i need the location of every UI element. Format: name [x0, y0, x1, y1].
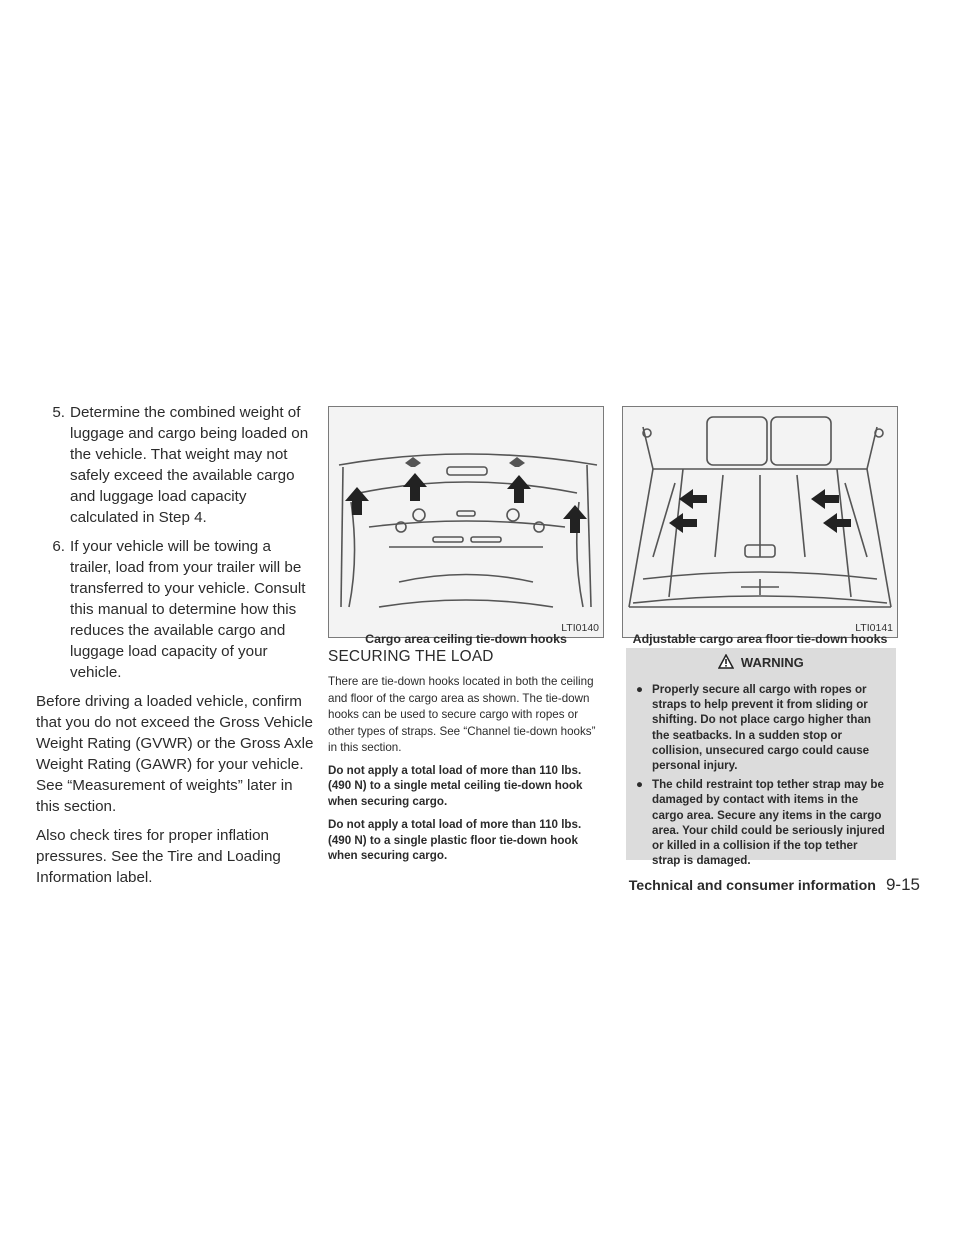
bullet-icon: ● [636, 778, 644, 792]
ceiling-hooks-caption: Cargo area ceiling tie-down hooks [365, 632, 567, 646]
step-text: Determine the combined weight of luggage and cargo being loaded on the vehicle. That weight may not safely exceed the available cargo and luggage load capacity calculated in Step 4. [70, 404, 309, 526]
floor-hooks-illustration [623, 407, 897, 637]
bullet-icon: ● [636, 683, 644, 696]
warning-item [626, 777, 896, 868]
step-number: 6. [52, 538, 65, 555]
warning-triangle-icon [718, 654, 734, 672]
figure-code: LTI0140 [561, 622, 599, 634]
tire-inflation-paragraph: Also check tires for proper inflation pressures. See the Tire and Loading Information label. [36, 827, 281, 886]
ceiling-load-limit: Do not apply a total load of more than 110 lbs. (490 N) to a single metal ceiling tie-down hook when securing cargo. [328, 763, 583, 808]
middle-column [328, 648, 602, 872]
page-number: 9-15 [885, 875, 920, 894]
page-footer [629, 875, 920, 895]
tie-down-description: There are tie-down hooks located in both the ceiling and floor of the cargo area as shown. The tie-down hooks can be used to secure cargo with ropes or other types of straps. See “Channel tie-down hooks” in this section. [328, 675, 596, 754]
floor-hooks-figure [622, 406, 898, 638]
step-5 [36, 402, 314, 528]
floor-load-limit: Do not apply a total load of more than 110 lbs. (490 N) to a single plastic floor tie-down hook when securing cargo. [328, 818, 582, 863]
section-heading: SECURING THE LOAD [328, 648, 494, 665]
left-column [36, 402, 314, 896]
step-6 [36, 536, 314, 683]
warning-box [626, 648, 896, 868]
step-text: If your vehicle will be towing a trailer, load from your trailer will be transferred to your vehicle. Consult this manual to determine how this reduces the available cargo and luggage load capacity of your vehicle. [70, 538, 306, 681]
loaded-vehicle-paragraph: Before driving a loaded vehicle, confirm that you do not exceed the Gross Vehicle Weight Rating (GVWR) or the Gross Axle Weight Rating (GAWR) for your vehicle. See “Measurement of weights” later in this section. [36, 693, 314, 815]
floor-hooks-caption: Adjustable cargo area floor tie-down hooks [632, 632, 888, 646]
footer-section-title: Technical and consumer information [628, 878, 876, 894]
warning-title: WARNING [740, 655, 804, 670]
warning-text: The child restraint top tether strap may be damaged by contact with items in the cargo area. Secure any items in the cargo area. Your child could be seriously injured or killed in a collision if the top tether strap is damaged. [652, 778, 885, 868]
figure-code: LTI0141 [855, 622, 893, 634]
warning-header [626, 648, 896, 678]
ceiling-hooks-illustration [329, 407, 603, 637]
step-number: 5. [52, 404, 65, 421]
warning-item [626, 682, 896, 773]
ceiling-hooks-figure [328, 406, 604, 638]
warning-text: Properly secure all cargo with ropes or straps to help prevent it from sliding or shifting. Do not place cargo higher than the seatbacks. In a sudden stop or collision, unsecured cargo could cause personal injury. [652, 683, 872, 773]
